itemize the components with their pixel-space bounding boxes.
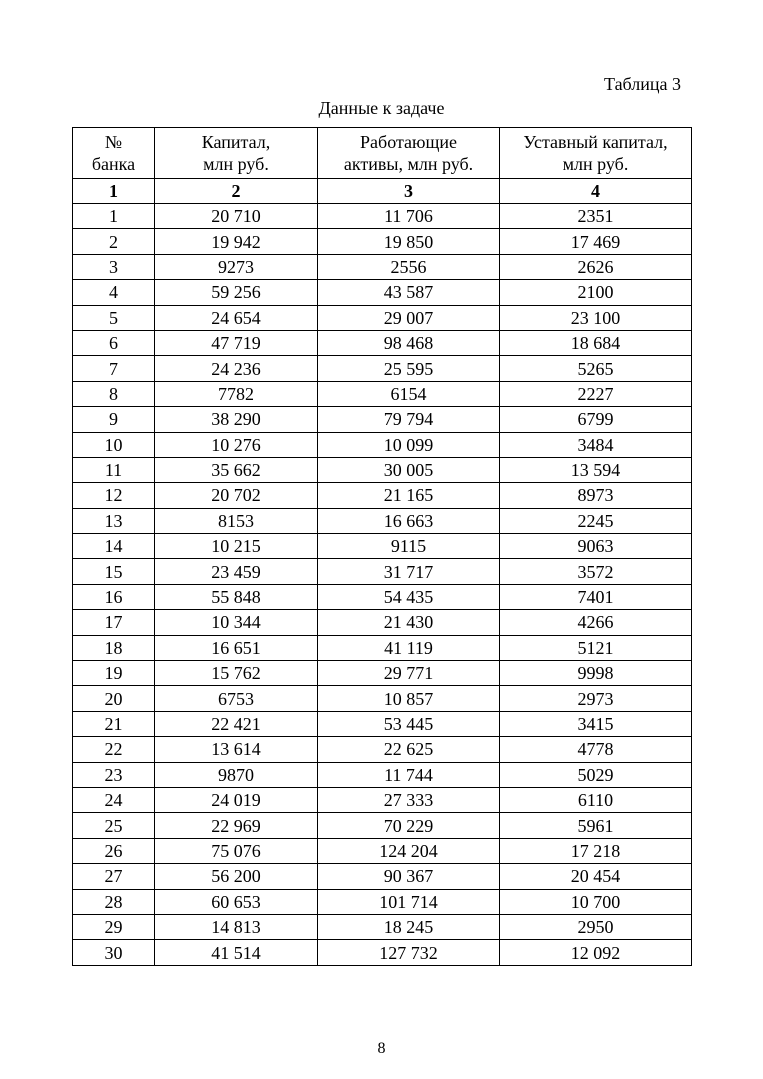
cell-capital: 22 421 [155,711,318,736]
table-row [73,610,692,635]
cell-bank-number: 13 [73,508,155,533]
cell-charter-capital: 17 469 [500,229,692,254]
table-row [73,229,692,254]
column-number: 1 [73,179,155,204]
cell-charter-capital: 4778 [500,737,692,762]
cell-bank-number: 2 [73,229,155,254]
table-row [73,559,692,584]
cell-bank-number: 17 [73,610,155,635]
header-bank-number [73,128,155,179]
page-number: 8 [377,1040,386,1057]
cell-capital: 56 200 [155,864,318,889]
table-row [73,254,692,279]
table-header-row [73,128,692,179]
cell-charter-capital: 2227 [500,381,692,406]
cell-bank-number: 22 [73,737,155,762]
cell-working-assets: 54 435 [318,584,500,609]
cell-capital: 10 215 [155,534,318,559]
cell-capital: 20 710 [155,204,318,229]
cell-working-assets: 43 587 [318,280,500,305]
cell-working-assets: 10 857 [318,686,500,711]
cell-charter-capital: 5961 [500,813,692,838]
header-charter-capital [500,128,692,179]
table-row [73,432,692,457]
cell-bank-number: 25 [73,813,155,838]
header-charter-capital-line1: Уставный капитал, [523,132,668,152]
cell-working-assets: 6154 [318,381,500,406]
cell-bank-number: 16 [73,584,155,609]
cell-charter-capital: 9063 [500,534,692,559]
table-row [73,661,692,686]
cell-working-assets: 11 706 [318,204,500,229]
table-row [73,204,692,229]
header-charter-capital-line2: млн руб. [562,154,629,174]
cell-working-assets: 101 714 [318,889,500,914]
cell-capital: 16 651 [155,635,318,660]
cell-charter-capital: 18 684 [500,330,692,355]
table-row [73,508,692,533]
cell-working-assets: 41 119 [318,635,500,660]
cell-working-assets: 16 663 [318,508,500,533]
table-row [73,914,692,939]
table-caption: Данные к задаче [318,98,445,118]
cell-charter-capital: 10 700 [500,889,692,914]
header-working-assets [318,128,500,179]
cell-charter-capital: 2626 [500,254,692,279]
cell-working-assets: 21 165 [318,483,500,508]
cell-charter-capital: 23 100 [500,305,692,330]
table-row [73,584,692,609]
cell-working-assets: 11 744 [318,762,500,787]
cell-capital: 55 848 [155,584,318,609]
table-label: Таблица 3 [604,74,681,94]
cell-capital: 23 459 [155,559,318,584]
cell-capital: 6753 [155,686,318,711]
cell-bank-number: 27 [73,864,155,889]
cell-charter-capital: 6110 [500,787,692,812]
cell-capital: 10 276 [155,432,318,457]
table-row [73,889,692,914]
cell-bank-number: 21 [73,711,155,736]
cell-capital: 24 236 [155,356,318,381]
cell-working-assets: 10 099 [318,432,500,457]
cell-capital: 35 662 [155,457,318,482]
header-bank-number-line2: банка [91,154,136,174]
cell-capital: 8153 [155,508,318,533]
cell-capital: 15 762 [155,661,318,686]
table-row [73,864,692,889]
cell-working-assets: 53 445 [318,711,500,736]
header-bank-number-line1: № [104,132,123,152]
cell-bank-number: 1 [73,204,155,229]
cell-bank-number: 10 [73,432,155,457]
cell-bank-number: 24 [73,787,155,812]
cell-charter-capital: 3415 [500,711,692,736]
cell-working-assets: 29 771 [318,661,500,686]
cell-charter-capital: 4266 [500,610,692,635]
cell-working-assets: 19 850 [318,229,500,254]
cell-capital: 59 256 [155,280,318,305]
table-row [73,457,692,482]
table-row [73,534,692,559]
cell-bank-number: 5 [73,305,155,330]
table-row [73,635,692,660]
header-working-assets-line2: активы, млн руб. [343,154,474,174]
cell-charter-capital: 12 092 [500,940,692,965]
cell-capital: 24 019 [155,787,318,812]
cell-working-assets: 29 007 [318,305,500,330]
header-capital-line2: млн руб. [203,154,269,174]
cell-capital: 24 654 [155,305,318,330]
cell-capital: 9870 [155,762,318,787]
cell-charter-capital: 17 218 [500,838,692,863]
cell-charter-capital: 2351 [500,204,692,229]
cell-capital: 20 702 [155,483,318,508]
cell-bank-number: 28 [73,889,155,914]
cell-capital: 47 719 [155,330,318,355]
cell-bank-number: 20 [73,686,155,711]
table-row [73,381,692,406]
cell-charter-capital: 3572 [500,559,692,584]
cell-charter-capital: 6799 [500,407,692,432]
cell-charter-capital: 20 454 [500,864,692,889]
table-row [73,838,692,863]
cell-charter-capital: 3484 [500,432,692,457]
cell-bank-number: 7 [73,356,155,381]
column-number: 2 [155,179,318,204]
cell-charter-capital: 2973 [500,686,692,711]
cell-capital: 9273 [155,254,318,279]
cell-bank-number: 15 [73,559,155,584]
header-capital [155,128,318,179]
table-row [73,686,692,711]
cell-working-assets: 127 732 [318,940,500,965]
cell-working-assets: 9115 [318,534,500,559]
bank-data-table [72,127,692,966]
cell-bank-number: 30 [73,940,155,965]
cell-capital: 60 653 [155,889,318,914]
cell-working-assets: 124 204 [318,838,500,863]
cell-working-assets: 70 229 [318,813,500,838]
cell-charter-capital: 8973 [500,483,692,508]
cell-charter-capital: 9998 [500,661,692,686]
cell-bank-number: 29 [73,914,155,939]
table-row [73,940,692,965]
cell-working-assets: 21 430 [318,610,500,635]
table-row [73,483,692,508]
cell-capital: 19 942 [155,229,318,254]
cell-capital: 38 290 [155,407,318,432]
table-row [73,787,692,812]
cell-working-assets: 98 468 [318,330,500,355]
cell-bank-number: 12 [73,483,155,508]
cell-bank-number: 19 [73,661,155,686]
cell-bank-number: 8 [73,381,155,406]
column-number: 3 [318,179,500,204]
cell-bank-number: 11 [73,457,155,482]
column-number: 4 [500,179,692,204]
cell-charter-capital: 2950 [500,914,692,939]
cell-working-assets: 2556 [318,254,500,279]
table-row [73,356,692,381]
table-row [73,305,692,330]
cell-charter-capital: 7401 [500,584,692,609]
cell-charter-capital: 2245 [500,508,692,533]
cell-bank-number: 23 [73,762,155,787]
cell-working-assets: 25 595 [318,356,500,381]
cell-bank-number: 9 [73,407,155,432]
header-capital-line1: Капитал, [201,132,271,152]
cell-charter-capital: 5121 [500,635,692,660]
table-body [73,204,692,966]
cell-capital: 7782 [155,381,318,406]
cell-working-assets: 90 367 [318,864,500,889]
cell-working-assets: 31 717 [318,559,500,584]
cell-charter-capital: 13 594 [500,457,692,482]
table-row [73,330,692,355]
cell-charter-capital: 5029 [500,762,692,787]
cell-capital: 75 076 [155,838,318,863]
table-row [73,280,692,305]
table-row [73,711,692,736]
cell-bank-number: 18 [73,635,155,660]
cell-capital: 10 344 [155,610,318,635]
table-row [73,762,692,787]
table-row [73,737,692,762]
cell-working-assets: 79 794 [318,407,500,432]
cell-capital: 14 813 [155,914,318,939]
cell-bank-number: 3 [73,254,155,279]
cell-working-assets: 30 005 [318,457,500,482]
cell-working-assets: 18 245 [318,914,500,939]
table-row [73,407,692,432]
cell-bank-number: 26 [73,838,155,863]
cell-capital: 41 514 [155,940,318,965]
column-number-row [73,179,692,204]
cell-charter-capital: 2100 [500,280,692,305]
table-row [73,813,692,838]
cell-working-assets: 27 333 [318,787,500,812]
cell-bank-number: 6 [73,330,155,355]
header-working-assets-line1: Работающие [360,132,457,152]
cell-capital: 13 614 [155,737,318,762]
cell-bank-number: 4 [73,280,155,305]
cell-charter-capital: 5265 [500,356,692,381]
cell-working-assets: 22 625 [318,737,500,762]
cell-capital: 22 969 [155,813,318,838]
cell-bank-number: 14 [73,534,155,559]
